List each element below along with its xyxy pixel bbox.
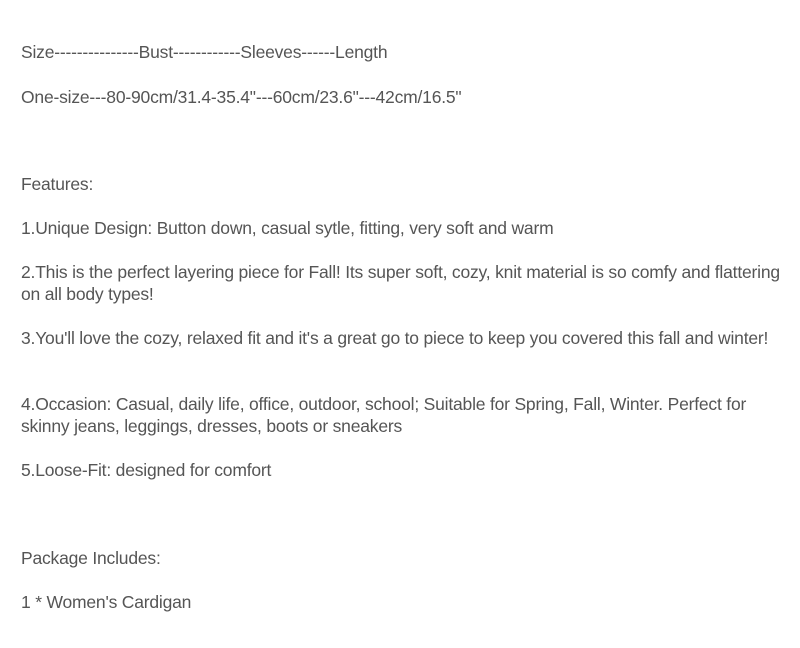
feature-item: 3.You'll love the cozy, relaxed fit and it's a great go to piece to keep you covered this fall and winter! (21, 328, 769, 348)
features-heading: Features: (21, 174, 94, 194)
package-item: 1 * Women's Cardigan (21, 592, 192, 612)
feature-item: 4.Occasion: Casual, daily life, office, outdoor, school; Suitable for Spring, Fall, Winter. Perfect for skinny jeans, leggings, dresses, boots or sneakers (21, 394, 747, 436)
feature-item: 1.Unique Design: Button down, casual sytle, fitting, very soft and warm (21, 218, 554, 238)
feature-item: 2.This is the perfect layering piece for Fall! Its super soft, cozy, knit material is so comfy and flattering on all body types! (21, 262, 780, 304)
feature-item: 5.Loose-Fit: designed for comfort (21, 460, 272, 480)
size-chart-header: Size---------------Bust------------Sleeves------Length (21, 42, 388, 62)
package-heading: Package Includes: (21, 548, 161, 568)
size-chart-row: One-size---80-90cm/31.4-35.4"---60cm/23.6"---42cm/16.5" (21, 87, 462, 107)
